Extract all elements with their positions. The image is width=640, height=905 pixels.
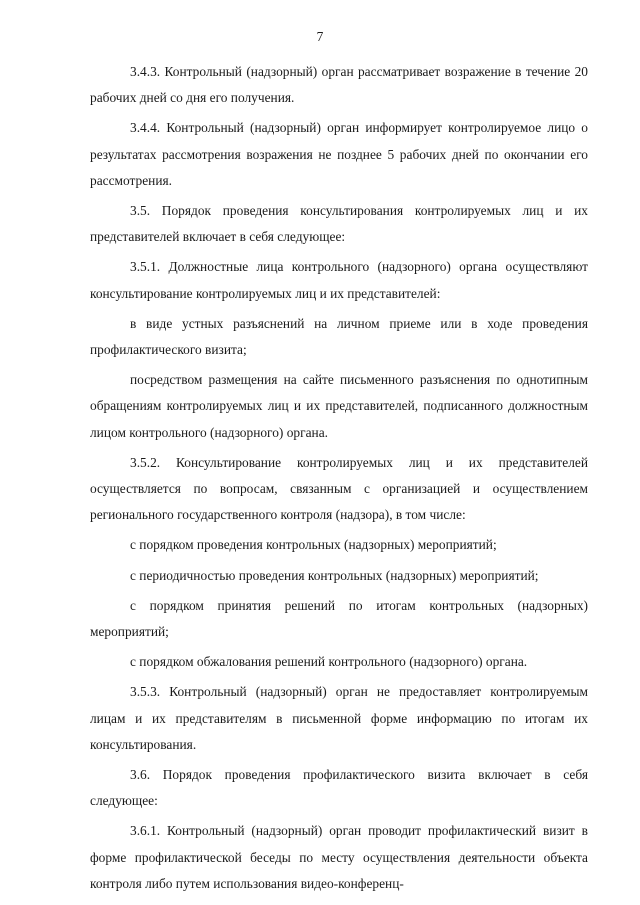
page-number: 7 (316, 29, 324, 44)
paragraph: 3.5.3. Контрольный (надзорный) орган не предоставляет контролируемым лицам и их представителям в письменной форме информацию по итогам их консультирования. (90, 684, 588, 752)
paragraph: с порядком проведения контрольных (надзорных) мероприятий; (130, 537, 497, 553)
paragraph: с порядком обжалования решений контрольного (надзорного) органа. (130, 654, 528, 670)
paragraph: 3.6.1. Контрольный (надзорный) орган проводит профилактический визит в форме профилактической беседы по месту осуществления деятельности объекта контроля либо путем использования видео-конференц- (90, 823, 588, 891)
paragraph: с порядком принятия решений по итогам контрольных (надзорных) мероприятий; (90, 597, 588, 640)
paragraph: 3.5. Порядок проведения консультирования контролируемых лиц и их представителей включает в себя следующее: (90, 203, 588, 245)
paragraph: 3.4.4. Контрольный (надзорный) орган информирует контролируемое лицо о результатах рассмотрения возражения не позднее 5 рабочих дней по окончании его рассмотрения. (90, 120, 588, 188)
paragraph: 3.4.3. Контрольный (надзорный) орган рассматривает возражение в течение 20 рабочих дней со дня его получения. (90, 64, 588, 106)
paragraph: в виде устных разъяснений на личном приеме или в ходе проведения профилактического визита; (90, 315, 588, 358)
paragraph: 3.5.2. Консультирование контролируемых лиц и их представителей осуществляется по вопросам, связанным с организацией и осуществлением регионального государственного контроля (надзора), в том числе: (90, 454, 588, 523)
document-body (90, 59, 588, 897)
paragraph: с периодичностью проведения контрольных (надзорных) мероприятий; (130, 567, 539, 583)
paragraph: 3.6. Порядок проведения профилактического визита включает в себя следующее: (90, 767, 588, 809)
paragraph: 3.5.1. Должностные лица контрольного (надзорного) органа осуществляют консультирование контролируемых лиц и их представителей: (90, 259, 588, 301)
paragraph: посредством размещения на сайте письменного разъяснения по однотипным обращениям контролируемых лиц и их представителей, подписанного должностным лицом контрольного (надзорного) органа. (90, 372, 588, 440)
